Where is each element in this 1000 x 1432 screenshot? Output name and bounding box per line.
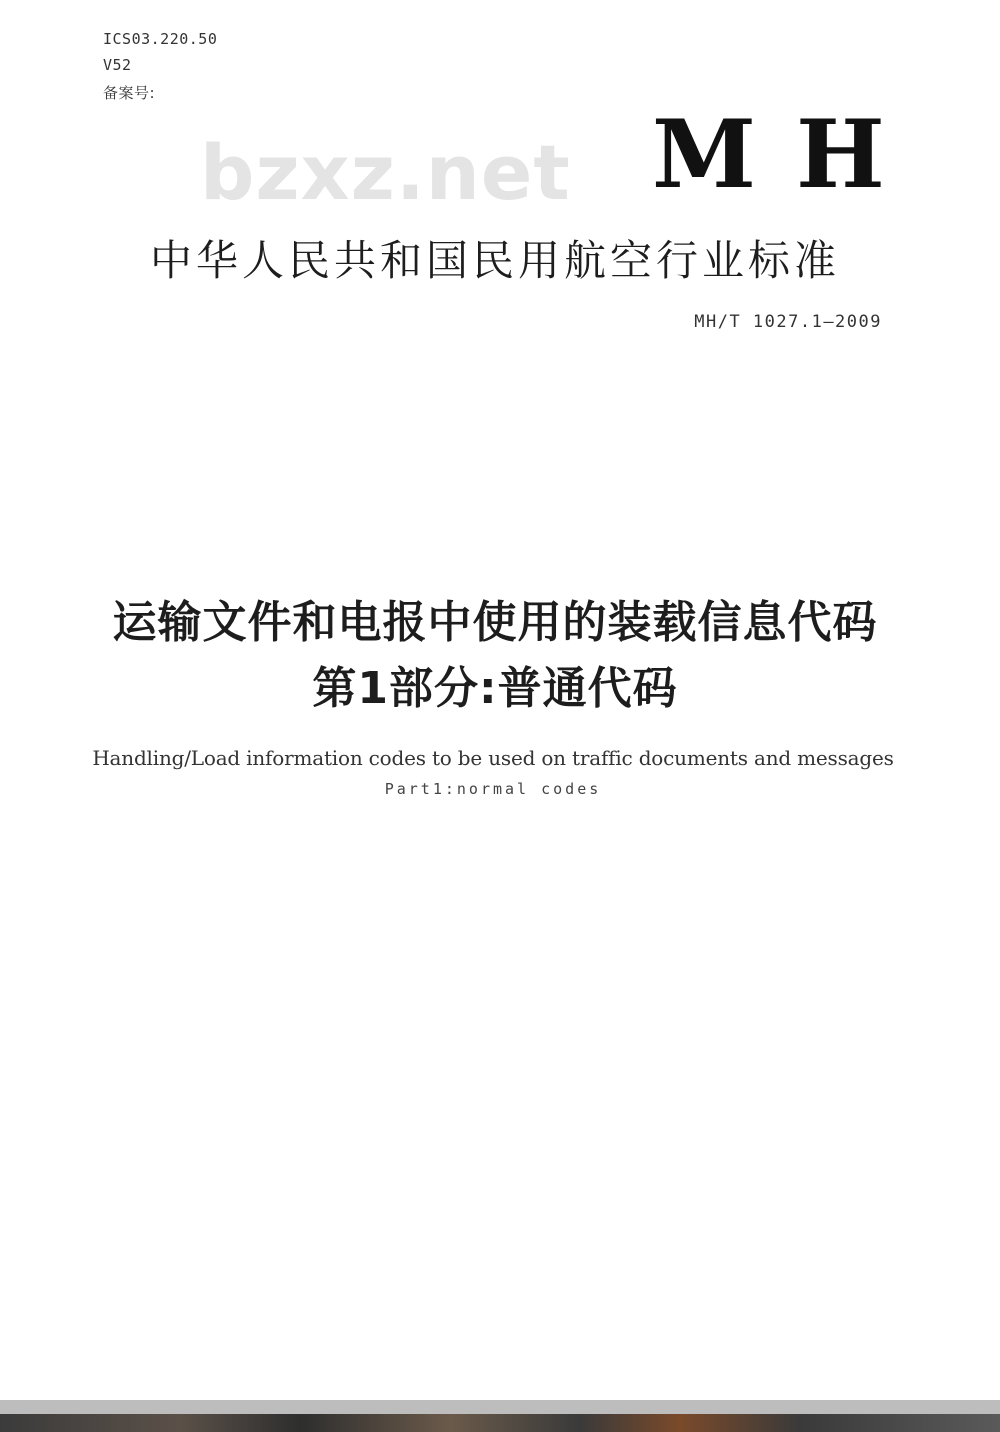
english-title: Handling/Load information codes to be used on traffic documents and messages (92, 746, 894, 770)
classification-code: V52 (103, 56, 132, 74)
chinese-title-line-2: 第1部分:普通代码 (312, 663, 678, 714)
bottom-photo-strip (0, 1414, 1000, 1432)
watermark: bzxz.net (200, 128, 571, 217)
mh-logo: MH (652, 100, 925, 210)
bottom-image-strip (0, 1400, 1000, 1432)
english-subtitle: Part1:normal codes (384, 780, 602, 798)
standard-category-title: 中华人民共和国民用航空行业标准 (149, 236, 840, 285)
ics-code: ICS03.220.50 (103, 30, 218, 48)
bottom-gray-band (0, 1400, 1000, 1414)
chinese-title-line-1: 运输文件和电报中使用的装载信息代码 (112, 597, 878, 648)
standard-number: MH/T 1027.1—2009 (694, 312, 882, 332)
filing-number-label: 备案号: (103, 84, 156, 102)
